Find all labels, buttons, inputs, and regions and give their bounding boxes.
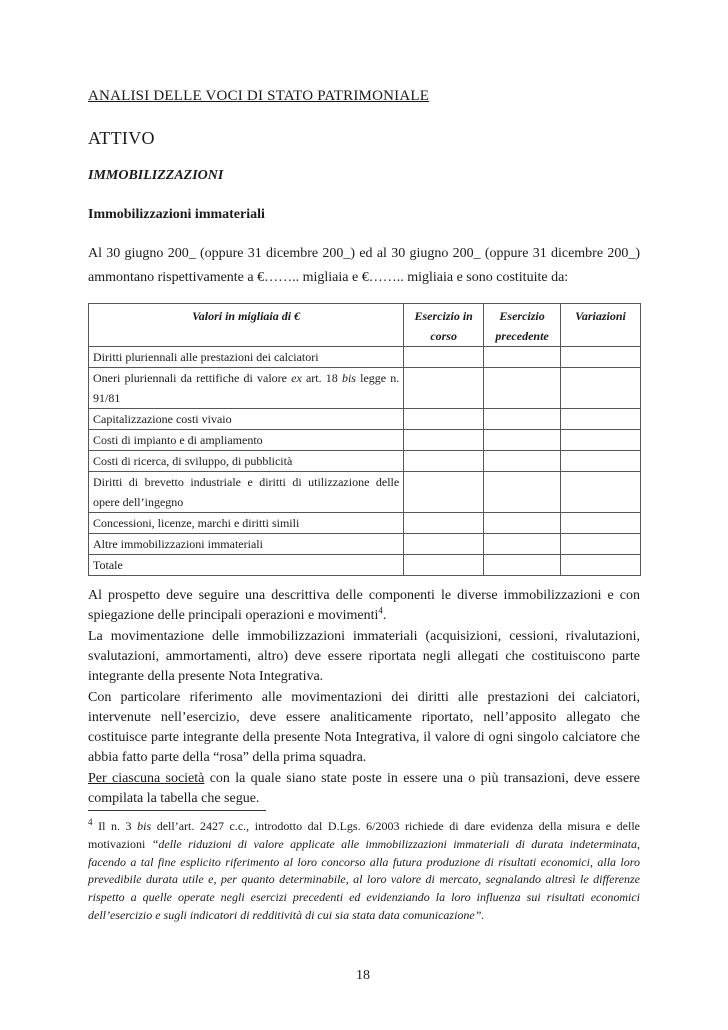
header-variazioni: Variazioni [561, 304, 641, 347]
cell-variazioni [561, 555, 641, 576]
cell-variazioni [561, 451, 641, 472]
footnote-ref[interactable]: 4 [378, 605, 383, 616]
paragraph-end: . [382, 608, 387, 623]
table-row [89, 430, 641, 451]
table-row [89, 472, 641, 513]
cell-corso [404, 347, 484, 368]
footnote-text: dell’art. 2427 c.c., introdotto dal D.Lgs. 6/2003 richiede di dare evidenza della misura e delle motivazioni [88, 819, 640, 851]
cell-precedente [484, 534, 561, 555]
cell-corso [404, 409, 484, 430]
cell-corso [404, 451, 484, 472]
cell-corso [404, 472, 484, 513]
row-label: Diritti pluriennali alle prestazioni dei calciatori [89, 347, 404, 368]
row-text: legge n. 91/81 [93, 371, 400, 405]
header-valori: Valori in migliaia di € [89, 304, 404, 347]
attivo-heading: ATTIVO [88, 128, 155, 148]
row-text-bis: bis [341, 371, 356, 385]
intro-paragraph: Al 30 giugno 200_ (oppure 31 dicembre 200_) ed al 30 giugno 200_ (oppure 31 dicembre 200_) ammontano rispettivamente a €…….. migliaia e €…….. migliaia e sono costituite da: [88, 246, 640, 285]
cell-corso [404, 555, 484, 576]
table-row [89, 451, 641, 472]
row-text: Oneri pluriennali da rettifiche di valore [93, 371, 287, 385]
cell-variazioni [561, 534, 641, 555]
header-esercizio-corso: Esercizio in corso [404, 304, 484, 347]
table-header-row [89, 304, 641, 347]
row-label: Costi di impianto e di ampliamento [89, 430, 404, 451]
cell-precedente [484, 347, 561, 368]
table-row [89, 409, 641, 430]
row-label: Totale [89, 555, 404, 576]
row-text-ex: ex [291, 371, 302, 385]
paragraph [88, 586, 640, 626]
footnote-separator [88, 810, 266, 811]
cell-variazioni [561, 430, 641, 451]
table-row-total [89, 555, 641, 576]
row-label [89, 368, 404, 409]
cell-precedente [484, 368, 561, 409]
row-label: Costi di ricerca, di sviluppo, di pubblicità [89, 451, 404, 472]
cell-corso [404, 368, 484, 409]
table-row [89, 347, 641, 368]
paragraph: Con particolare riferimento alle movimentazioni dei diritti alle prestazioni dei calciatori, intervenute nell’esercizio, deve essere analiticamente riportato, nell’apposito allegato che costituisce parte integrante della presente Nota Integrativa, il valore di ogni singolo calciatore che abbia fatto parte della “rosa” della prima squadra. [88, 690, 640, 765]
table-row [89, 513, 641, 534]
immobilizzazioni-table [88, 303, 641, 576]
cell-precedente [484, 513, 561, 534]
section-heading: ANALISI DELLE VOCI DI STATO PATRIMONIALE [88, 88, 430, 104]
immateriali-subheading: Immobilizzazioni immateriali [88, 207, 265, 222]
cell-precedente [484, 409, 561, 430]
header-esercizio-precedente: Esercizio precedente [484, 304, 561, 347]
paragraph-text: Al prospetto deve seguire una descrittiva delle componenti le diverse immobilizzazioni e con spiegazione delle principali operazioni e movimenti [88, 588, 640, 623]
cell-variazioni [561, 347, 641, 368]
cell-precedente [484, 451, 561, 472]
body-text [88, 586, 640, 809]
cell-corso [404, 513, 484, 534]
immobilizzazioni-heading: IMMOBILIZZAZIONI [88, 168, 224, 183]
table-row [89, 368, 641, 409]
footnote-bis: bis [137, 819, 152, 833]
row-label: Diritti di brevetto industriale e diritti di utilizzazione delle opere dell’ingegno [89, 472, 404, 513]
table-row [89, 534, 641, 555]
paragraph-text: con la quale siano state poste in essere una o più transazioni, deve essere compilata la tabella che segue. [88, 771, 640, 806]
footnote-text: Il n. 3 [92, 819, 138, 833]
row-label: Capitalizzazione costi vivaio [89, 409, 404, 430]
paragraph: La movimentazione delle immobilizzazioni immateriali (acquisizioni, cessioni, rivalutazioni, svalutazioni, ammortamenti, altro) deve essere riportata negli allegati che costituiscono parte integrante della presente Nota Integrativa. [88, 629, 640, 684]
cell-precedente [484, 430, 561, 451]
cell-variazioni [561, 368, 641, 409]
paragraph [88, 769, 640, 809]
row-label: Altre immobilizzazioni immateriali [89, 534, 404, 555]
row-label: Concessioni, licenze, marchi e diritti simili [89, 513, 404, 534]
cell-corso [404, 430, 484, 451]
footnote [88, 818, 640, 925]
page-number: 18 [356, 968, 370, 983]
cell-variazioni [561, 409, 641, 430]
footnote-number: 4 [88, 817, 93, 827]
cell-variazioni [561, 472, 641, 513]
footnote-quote: “delle riduzioni di valore applicate alle immobilizzazioni immateriali di durata indeterminata, facendo a tal fine esplicito riferimento al loro concorso alla futura produzione di risultati economici, alla loro prevedibile durata utile e, per quanto determinabile, al loro valore di mercato, segnalando altresì le differenze rispetto a quelle operate negli esercizi precedenti ed evidenziando la loro influenza sui risultati economici dell’esercizio e sugli indicatori di redditività di cui sia stata data comunicazione”. [88, 836, 640, 922]
cell-variazioni [561, 513, 641, 534]
underlined-text: Per ciascuna società [88, 771, 205, 786]
cell-precedente [484, 555, 561, 576]
cell-precedente [484, 472, 561, 513]
row-text: art. 18 [305, 371, 338, 385]
cell-corso [404, 534, 484, 555]
